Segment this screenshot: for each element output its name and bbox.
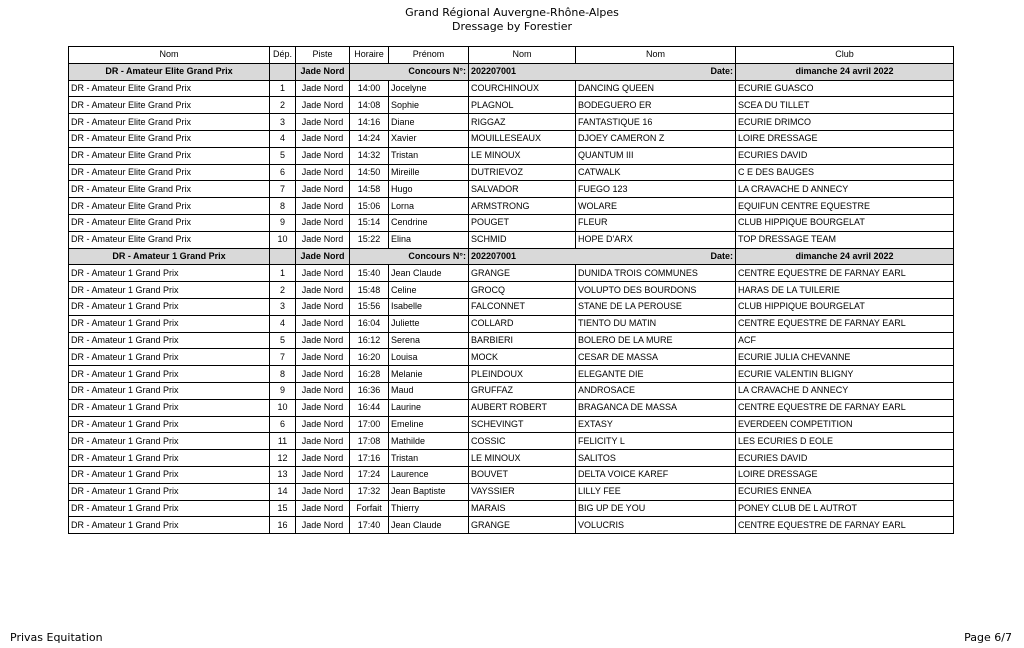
cell-horaire: 16:20 (350, 349, 389, 366)
cell-nom: COURCHINOUX (469, 80, 576, 97)
cell-dep: 3 (270, 114, 296, 131)
cell-cheval: BIG UP DE YOU (576, 500, 736, 517)
table-row (69, 483, 954, 500)
cell-cheval: VOLUCRIS (576, 517, 736, 534)
cell-prenom: Louisa (389, 349, 469, 366)
cell-club: HARAS DE LA TUILERIE (736, 282, 954, 299)
cell-piste: Jade Nord (296, 366, 350, 383)
cell-horaire: 17:08 (350, 433, 389, 450)
cell-piste: Jade Nord (296, 114, 350, 131)
cell-dep: 11 (270, 433, 296, 450)
cell-prenom: Laurine (389, 399, 469, 416)
cell-piste: Jade Nord (296, 80, 350, 97)
table-row (69, 315, 954, 332)
cell-piste: Jade Nord (296, 181, 350, 198)
cell-piste: Jade Nord (296, 332, 350, 349)
cell-cheval: FANTASTIQUE 16 (576, 114, 736, 131)
cell-piste: Jade Nord (296, 517, 350, 534)
cell-nom: ARMSTRONG (469, 198, 576, 215)
cell-prenom: Jocelyne (389, 80, 469, 97)
cell-nom: MOCK (469, 349, 576, 366)
column-header-horaire: Horaire (350, 47, 389, 64)
cell-dep: 5 (270, 332, 296, 349)
cell-club: CENTRE EQUESTRE DE FARNAY EARL (736, 265, 954, 282)
cell-club: ECURIES DAVID (736, 147, 954, 164)
cell-piste: Jade Nord (296, 298, 350, 315)
cell-dep: 2 (270, 282, 296, 299)
cell-epreuve: DR - Amateur 1 Grand Prix (69, 265, 270, 282)
cell-prenom: Tristan (389, 450, 469, 467)
cell-dep: 4 (270, 130, 296, 147)
cell-dep: 12 (270, 450, 296, 467)
cell-piste: Jade Nord (296, 130, 350, 147)
footer-organizer: Privas Equitation (10, 631, 103, 644)
cell-horaire: 17:32 (350, 483, 389, 500)
cell-nom: COSSIC (469, 433, 576, 450)
cell-nom: VAYSSIER (469, 483, 576, 500)
cell-nom: PLEINDOUX (469, 366, 576, 383)
cell-dep: 9 (270, 382, 296, 399)
cell-club: ECURIE GUASCO (736, 80, 954, 97)
table-row (69, 198, 954, 215)
cell-dep: 10 (270, 399, 296, 416)
cell-nom: SALVADOR (469, 181, 576, 198)
cell-horaire: 16:36 (350, 382, 389, 399)
cell-epreuve: DR - Amateur 1 Grand Prix (69, 500, 270, 517)
cell-prenom: Hugo (389, 181, 469, 198)
cell-cheval: LILLY FEE (576, 483, 736, 500)
table-row (69, 282, 954, 299)
cell-epreuve: DR - Amateur 1 Grand Prix (69, 483, 270, 500)
cell-piste: Jade Nord (296, 282, 350, 299)
cell-nom: BOUVET (469, 466, 576, 483)
section-name: DR - Amateur 1 Grand Prix (69, 248, 270, 265)
cell-horaire: 14:58 (350, 181, 389, 198)
document-title: Grand Régional Auvergne-Rhône-Alpes (405, 6, 619, 19)
cell-nom: MARAIS (469, 500, 576, 517)
cell-prenom: Mireille (389, 164, 469, 181)
cell-club: EQUIFUN CENTRE EQUESTRE (736, 198, 954, 215)
cell-horaire: 16:04 (350, 315, 389, 332)
column-header-prenom: Prénom (389, 47, 469, 64)
table-row (69, 231, 954, 248)
cell-epreuve: DR - Amateur Elite Grand Prix (69, 198, 270, 215)
cell-horaire: 14:32 (350, 147, 389, 164)
cell-club: LA CRAVACHE D ANNECY (736, 382, 954, 399)
cell-horaire: 15:40 (350, 265, 389, 282)
cell-club: CLUB HIPPIQUE BOURGELAT (736, 214, 954, 231)
cell-dep: 1 (270, 265, 296, 282)
cell-piste: Jade Nord (296, 265, 350, 282)
cell-horaire: 15:22 (350, 231, 389, 248)
cell-epreuve: DR - Amateur 1 Grand Prix (69, 466, 270, 483)
column-header-dep: Dép. (270, 47, 296, 64)
cell-horaire: 14:24 (350, 130, 389, 147)
cell-cheval: WOLARE (576, 198, 736, 215)
cell-nom: PLAGNOL (469, 97, 576, 114)
section-header-row (69, 63, 954, 80)
cell-epreuve: DR - Amateur Elite Grand Prix (69, 130, 270, 147)
cell-epreuve: DR - Amateur Elite Grand Prix (69, 214, 270, 231)
cell-prenom: Melanie (389, 366, 469, 383)
cell-club: ECURIES ENNEA (736, 483, 954, 500)
cell-piste: Jade Nord (296, 97, 350, 114)
cell-nom: BARBIERI (469, 332, 576, 349)
cell-nom: DUTRIEVOZ (469, 164, 576, 181)
section-empty-cell (270, 248, 296, 265)
cell-cheval: ELEGANTE DIE (576, 366, 736, 383)
cell-prenom: Tristan (389, 147, 469, 164)
cell-club: ECURIE JULIA CHEVANNE (736, 349, 954, 366)
section-date: dimanche 24 avril 2022 (736, 248, 954, 265)
cell-cheval: VOLUPTO DES BOURDONS (576, 282, 736, 299)
cell-dep: 6 (270, 416, 296, 433)
cell-prenom: Thierry (389, 500, 469, 517)
cell-cheval: HOPE D'ARX (576, 231, 736, 248)
schedule-body (69, 63, 954, 533)
cell-dep: 7 (270, 181, 296, 198)
cell-dep: 15 (270, 500, 296, 517)
cell-epreuve: DR - Amateur Elite Grand Prix (69, 97, 270, 114)
cell-horaire: 17:40 (350, 517, 389, 534)
cell-prenom: Lorna (389, 198, 469, 215)
table-row (69, 265, 954, 282)
cell-prenom: Jean Baptiste (389, 483, 469, 500)
cell-piste: Jade Nord (296, 382, 350, 399)
cell-epreuve: DR - Amateur Elite Grand Prix (69, 80, 270, 97)
table-row (69, 130, 954, 147)
cell-club: CLUB HIPPIQUE BOURGELAT (736, 298, 954, 315)
cell-piste: Jade Nord (296, 198, 350, 215)
cell-prenom: Xavier (389, 130, 469, 147)
cell-nom: COLLARD (469, 315, 576, 332)
cell-piste: Jade Nord (296, 466, 350, 483)
cell-horaire: 17:24 (350, 466, 389, 483)
cell-nom: FALCONNET (469, 298, 576, 315)
cell-cheval: CATWALK (576, 164, 736, 181)
cell-cheval: TIENTO DU MATIN (576, 315, 736, 332)
cell-club: CENTRE EQUESTRE DE FARNAY EARL (736, 315, 954, 332)
document-subtitle: Dressage by Forestier (451, 20, 573, 33)
cell-nom: GRUFFAZ (469, 382, 576, 399)
cell-club: CENTRE EQUESTRE DE FARNAY EARL (736, 399, 954, 416)
table-row (69, 164, 954, 181)
cell-cheval: FELICITY L (576, 433, 736, 450)
cell-epreuve: DR - Amateur 1 Grand Prix (69, 382, 270, 399)
cell-nom: LE MINOUX (469, 147, 576, 164)
cell-cheval: ANDROSACE (576, 382, 736, 399)
table-row (69, 114, 954, 131)
cell-epreuve: DR - Amateur 1 Grand Prix (69, 332, 270, 349)
cell-horaire: 16:12 (350, 332, 389, 349)
cell-dep: 8 (270, 366, 296, 383)
cell-club: ECURIES DAVID (736, 450, 954, 467)
cell-cheval: QUANTUM III (576, 147, 736, 164)
cell-prenom: Diane (389, 114, 469, 131)
cell-prenom: Isabelle (389, 298, 469, 315)
cell-club: ECURIE DRIMCO (736, 114, 954, 131)
cell-cheval: FLEUR (576, 214, 736, 231)
cell-piste: Jade Nord (296, 147, 350, 164)
cell-piste: Jade Nord (296, 500, 350, 517)
cell-prenom: Juliette (389, 315, 469, 332)
cell-club: ECURIE VALENTIN BLIGNY (736, 366, 954, 383)
table-row (69, 416, 954, 433)
cell-piste: Jade Nord (296, 315, 350, 332)
cell-dep: 13 (270, 466, 296, 483)
cell-club: ACF (736, 332, 954, 349)
section-empty-cell (270, 63, 296, 80)
cell-epreuve: DR - Amateur 1 Grand Prix (69, 366, 270, 383)
table-row (69, 181, 954, 198)
cell-epreuve: DR - Amateur 1 Grand Prix (69, 433, 270, 450)
section-date-label: Date: (576, 248, 736, 265)
section-date-label: Date: (576, 63, 736, 80)
cell-epreuve: DR - Amateur 1 Grand Prix (69, 282, 270, 299)
cell-prenom: Maud (389, 382, 469, 399)
cell-horaire: 15:48 (350, 282, 389, 299)
table-row (69, 147, 954, 164)
section-name: DR - Amateur Elite Grand Prix (69, 63, 270, 80)
cell-horaire: 16:44 (350, 399, 389, 416)
cell-epreuve: DR - Amateur 1 Grand Prix (69, 517, 270, 534)
column-header-row (69, 47, 954, 64)
cell-epreuve: DR - Amateur 1 Grand Prix (69, 315, 270, 332)
section-piste: Jade Nord (296, 63, 350, 80)
column-header-nom: Nom (469, 47, 576, 64)
section-concours-label: Concours N°: (350, 248, 469, 265)
cell-horaire: 14:08 (350, 97, 389, 114)
cell-piste: Jade Nord (296, 349, 350, 366)
cell-club: LA CRAVACHE D ANNECY (736, 181, 954, 198)
cell-club: SCEA DU TILLET (736, 97, 954, 114)
cell-piste: Jade Nord (296, 433, 350, 450)
cell-dep: 9 (270, 214, 296, 231)
cell-nom: LE MINOUX (469, 450, 576, 467)
cell-prenom: Cendrine (389, 214, 469, 231)
cell-horaire: 14:00 (350, 80, 389, 97)
column-header-piste: Piste (296, 47, 350, 64)
section-piste: Jade Nord (296, 248, 350, 265)
cell-prenom: Celine (389, 282, 469, 299)
cell-prenom: Mathilde (389, 433, 469, 450)
table-row (69, 450, 954, 467)
cell-cheval: EXTASY (576, 416, 736, 433)
cell-cheval: DELTA VOICE KAREF (576, 466, 736, 483)
cell-horaire: 14:16 (350, 114, 389, 131)
cell-horaire: 16:28 (350, 366, 389, 383)
cell-piste: Jade Nord (296, 164, 350, 181)
cell-epreuve: DR - Amateur 1 Grand Prix (69, 416, 270, 433)
cell-piste: Jade Nord (296, 416, 350, 433)
section-concours-label: Concours N°: (350, 63, 469, 80)
cell-piste: Jade Nord (296, 483, 350, 500)
cell-prenom: Elina (389, 231, 469, 248)
table-row (69, 500, 954, 517)
cell-horaire: 17:16 (350, 450, 389, 467)
schedule-table (68, 46, 954, 534)
cell-club: PONEY CLUB DE L AUTROT (736, 500, 954, 517)
cell-epreuve: DR - Amateur Elite Grand Prix (69, 114, 270, 131)
table-row (69, 214, 954, 231)
cell-club: TOP DRESSAGE TEAM (736, 231, 954, 248)
cell-club: CENTRE EQUESTRE DE FARNAY EARL (736, 517, 954, 534)
cell-dep: 3 (270, 298, 296, 315)
cell-dep: 2 (270, 97, 296, 114)
cell-nom: SCHMID (469, 231, 576, 248)
cell-horaire: 17:00 (350, 416, 389, 433)
table-row (69, 349, 954, 366)
table-row (69, 332, 954, 349)
cell-cheval: STANE DE LA PEROUSE (576, 298, 736, 315)
table-row (69, 399, 954, 416)
cell-dep: 16 (270, 517, 296, 534)
cell-horaire: 15:06 (350, 198, 389, 215)
cell-piste: Jade Nord (296, 214, 350, 231)
cell-dep: 1 (270, 80, 296, 97)
table-row (69, 517, 954, 534)
cell-prenom: Jean Claude (389, 517, 469, 534)
cell-prenom: Jean Claude (389, 265, 469, 282)
cell-nom: GRANGE (469, 517, 576, 534)
cell-cheval: DJOEY CAMERON Z (576, 130, 736, 147)
table-row (69, 366, 954, 383)
cell-club: LES ECURIES D EOLE (736, 433, 954, 450)
section-header-row (69, 248, 954, 265)
table-row (69, 433, 954, 450)
cell-club: C E DES BAUGES (736, 164, 954, 181)
cell-nom: GROCQ (469, 282, 576, 299)
table-row (69, 80, 954, 97)
cell-dep: 6 (270, 164, 296, 181)
cell-nom: SCHEVINGT (469, 416, 576, 433)
cell-dep: 7 (270, 349, 296, 366)
cell-dep: 14 (270, 483, 296, 500)
cell-nom: AUBERT ROBERT (469, 399, 576, 416)
cell-nom: RIGGAZ (469, 114, 576, 131)
cell-piste: Jade Nord (296, 399, 350, 416)
cell-nom: MOUILLESEAUX (469, 130, 576, 147)
cell-club: EVERDEEN COMPETITION (736, 416, 954, 433)
cell-horaire: 15:56 (350, 298, 389, 315)
cell-epreuve: DR - Amateur Elite Grand Prix (69, 181, 270, 198)
cell-prenom: Emeline (389, 416, 469, 433)
cell-prenom: Sophie (389, 97, 469, 114)
cell-epreuve: DR - Amateur 1 Grand Prix (69, 450, 270, 467)
cell-cheval: CESAR DE MASSA (576, 349, 736, 366)
cell-dep: 4 (270, 315, 296, 332)
cell-horaire: 15:14 (350, 214, 389, 231)
cell-prenom: Laurence (389, 466, 469, 483)
cell-nom: POUGET (469, 214, 576, 231)
cell-piste: Jade Nord (296, 231, 350, 248)
cell-epreuve: DR - Amateur 1 Grand Prix (69, 298, 270, 315)
table-row (69, 298, 954, 315)
cell-horaire: 14:50 (350, 164, 389, 181)
column-header-cheval: Nom (576, 47, 736, 64)
cell-cheval: DUNIDA TROIS COMMUNES (576, 265, 736, 282)
column-header-epreuve: Nom (69, 47, 270, 64)
cell-club: LOIRE DRESSAGE (736, 130, 954, 147)
cell-cheval: BOLERO DE LA MURE (576, 332, 736, 349)
cell-epreuve: DR - Amateur Elite Grand Prix (69, 231, 270, 248)
cell-horaire: Forfait (350, 500, 389, 517)
section-concours-number: 202207001 (469, 248, 576, 265)
cell-cheval: BODEGUERO ER (576, 97, 736, 114)
cell-cheval: BRAGANCA DE MASSA (576, 399, 736, 416)
cell-epreuve: DR - Amateur 1 Grand Prix (69, 399, 270, 416)
cell-dep: 8 (270, 198, 296, 215)
section-concours-number: 202207001 (469, 63, 576, 80)
table-row (69, 466, 954, 483)
cell-dep: 10 (270, 231, 296, 248)
cell-piste: Jade Nord (296, 450, 350, 467)
footer-page-number: Page 6/7 (964, 631, 1012, 644)
table-row (69, 382, 954, 399)
cell-epreuve: DR - Amateur Elite Grand Prix (69, 164, 270, 181)
cell-dep: 5 (270, 147, 296, 164)
cell-club: LOIRE DRESSAGE (736, 466, 954, 483)
column-header-club: Club (736, 47, 954, 64)
cell-prenom: Serena (389, 332, 469, 349)
cell-nom: GRANGE (469, 265, 576, 282)
table-row (69, 97, 954, 114)
cell-epreuve: DR - Amateur Elite Grand Prix (69, 147, 270, 164)
cell-cheval: FUEGO 123 (576, 181, 736, 198)
section-date: dimanche 24 avril 2022 (736, 63, 954, 80)
cell-epreuve: DR - Amateur 1 Grand Prix (69, 349, 270, 366)
cell-cheval: SALITOS (576, 450, 736, 467)
cell-cheval: DANCING QUEEN (576, 80, 736, 97)
